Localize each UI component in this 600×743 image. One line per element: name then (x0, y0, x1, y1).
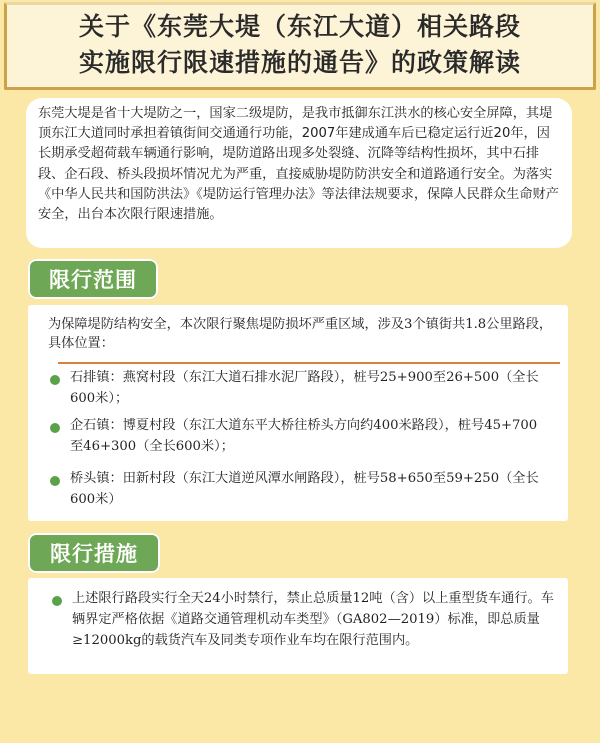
scope-card (28, 305, 568, 521)
bullet-dot-icon (52, 596, 62, 606)
measures-card (28, 578, 568, 674)
scope-item-shipai: 石排镇：燕窝村段（东江大道石排水泥厂路段），桩号25+900至26+500（全长600米）； (70, 370, 539, 406)
list-item (50, 415, 540, 457)
section-heading-scope: 限行范围 (28, 259, 158, 299)
scope-item-qiaotou: 桥头镇：田新村段（东江大道逆风潭水闸路段），桩号58+650至59+250（全长600米） (70, 471, 539, 507)
list-item (52, 588, 558, 651)
title-banner (4, 2, 596, 90)
list-item (50, 468, 540, 510)
section-heading-measures: 限行措施 (28, 533, 160, 573)
divider (58, 362, 560, 364)
measures-item: 上述限行路段实行全天24小时禁行，禁止总质量12吨（含）以上重型货车通行。车辆界定严格依据《道路交通管理机动车类型》（GA802—2019）标准，即总质量≥12000kg的载货汽车及同类专项作业车均在限行范围内。 (72, 591, 554, 648)
page-title-line-2: 实施限行限速措施的通告》的政策解读 (78, 48, 521, 77)
scope-item-qishi: 企石镇：博夏村段（东江大道东平大桥往桥头方向约400米路段），桩号45+700至46+300（全长600米）； (70, 418, 538, 454)
intro-paragraph: 东莞大堤是省十大堤防之一，国家二级堤防，是我市抵御东江洪水的核心安全屏障，其堤顶东江大道同时承担着镇街间交通通行功能，2007年建成通车后已稳定运行近20年，因长期承受超荷载车辆通行影响，堤防道路出现多处裂缝、沉降等结构性损坏，其中石排段、企石段、桥头段损坏情况尤为严重，直接威胁堤防防洪安全和道路通行安全。为落实《中华人民共和国防洪法》《堤防运行管理办法》等法律法规要求，保障人民群众生命财产安全，出台本次限行限速措施。 (38, 106, 559, 223)
list-item (50, 367, 540, 409)
intro-card (26, 98, 572, 248)
bullet-dot-icon (50, 476, 60, 486)
bullet-dot-icon (50, 423, 60, 433)
page-title-line-1: 关于《东莞大堤（东江大道）相关路段 (78, 12, 521, 41)
scope-intro: 为保障堤防结构安全，本次限行聚焦堤防损坏严重区域，涉及3个镇街共1.8公里路段，具体位置： (48, 317, 553, 351)
bullet-dot-icon (50, 375, 60, 385)
